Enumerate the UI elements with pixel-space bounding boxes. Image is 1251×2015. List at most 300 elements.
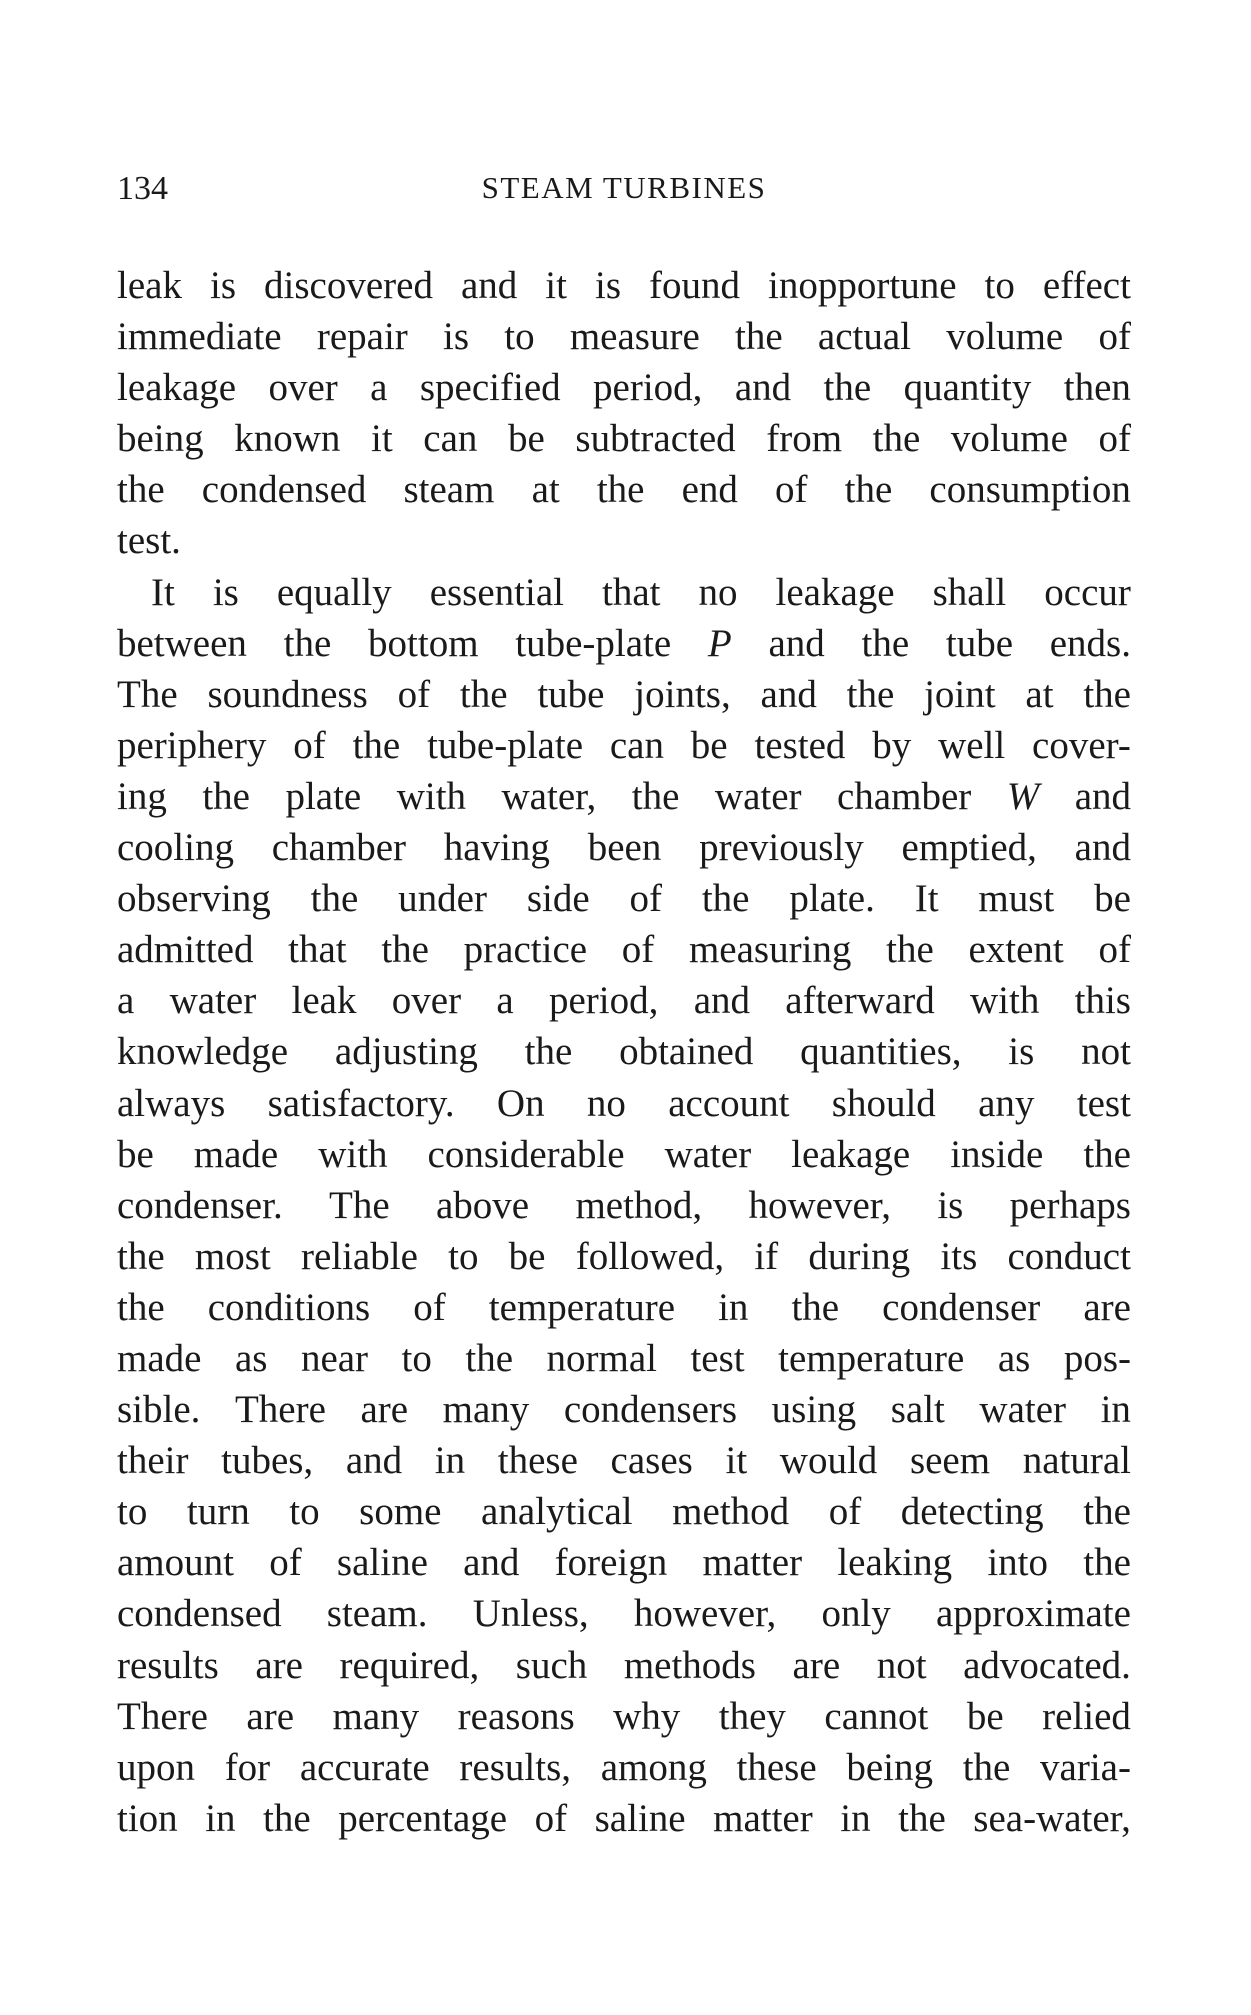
word: occur [1044,570,1131,614]
word: are [246,1694,295,1738]
text-line [117,1333,1131,1384]
word: and [1074,774,1131,818]
word: quantities, [800,1030,962,1074]
word: leak [117,264,182,307]
word: joint [924,672,996,716]
word: the [352,723,401,767]
word: leaking [837,1541,953,1585]
word: tube [537,672,605,716]
word: matter [702,1541,803,1585]
word: seem [909,1439,991,1483]
word: cover- [1032,723,1131,767]
text-line [117,1384,1131,1435]
word: knowledge [117,1030,289,1074]
word: advocated. [963,1643,1131,1687]
word: by [872,723,912,767]
word: saline [594,1796,686,1840]
word: the [898,1796,946,1840]
text-line [117,1026,1131,1077]
word: sible. [117,1388,201,1432]
word: of [629,877,662,921]
word: condensers [563,1388,738,1432]
word: tubes, [221,1439,314,1483]
word: being [846,1745,934,1789]
word: and [760,672,817,716]
word: It [914,877,939,921]
word: repair [316,315,408,359]
word: and [734,366,792,410]
word: joints, [634,672,731,716]
word: satisfactory. [267,1081,455,1125]
word: extent [968,928,1064,972]
word: method, [575,1183,703,1227]
word: to [289,1490,320,1534]
word: account [668,1081,790,1125]
word: to [984,264,1015,307]
word: be [690,723,728,767]
word: ends. [1049,621,1131,665]
word: from [766,417,843,461]
word: the [1083,672,1131,716]
word: during [808,1234,911,1278]
word: water [664,1132,752,1176]
word: then [1063,366,1131,410]
word: the [202,774,250,818]
word: methods [623,1643,756,1687]
word: with [970,979,1040,1023]
word: effect [1042,264,1131,307]
word: ing [117,774,167,818]
word: the [844,468,893,512]
word: steam [403,468,495,512]
word: always [117,1081,226,1125]
word: measuring [688,928,852,972]
text-line [117,1793,1131,1844]
word: above [436,1183,530,1227]
word: the [962,1745,1011,1789]
word: the [1083,1132,1131,1176]
word: and [1074,826,1131,870]
word: the [1083,1490,1131,1534]
word: bottom [368,621,479,665]
word: saline [336,1541,428,1585]
word: Unless, [472,1592,589,1636]
word: matter [713,1796,813,1840]
word: over [391,979,462,1023]
word: normal [546,1336,657,1380]
word: the [263,1796,311,1840]
word: tube-plate [515,621,672,665]
word: are [360,1388,409,1432]
word: these [736,1745,817,1789]
word: well [938,723,1006,767]
word: no [586,1081,626,1125]
word: being [117,417,204,461]
word: the [701,877,750,921]
word: found [649,264,741,307]
word: and [768,621,825,665]
word: their [117,1439,189,1483]
word: in [840,1796,871,1840]
word: a [117,979,135,1023]
word: of [775,468,808,512]
word: condenser [882,1285,1041,1329]
word: no [698,570,738,614]
word: perhaps [1009,1183,1131,1227]
word: is [1008,1030,1035,1074]
word: the [117,1285,165,1329]
word: considerable [427,1132,625,1176]
text-line [117,771,1131,822]
word: the [1083,1541,1131,1585]
word: if [754,1234,779,1278]
word: the [310,877,359,921]
word: It [151,570,175,614]
word: the [631,774,680,818]
body-text [117,260,1131,1844]
word: relied [1042,1694,1131,1738]
word: previously [699,826,864,870]
word: leakage [791,1132,911,1176]
word: emptied, [901,826,1037,870]
word: this [1074,979,1131,1023]
word: volume [946,315,1064,359]
word: water, [501,774,597,818]
word: leak [291,979,357,1023]
word: with [396,774,467,818]
text-line [117,822,1131,873]
word: There [117,1694,208,1738]
word: the [459,672,508,716]
word: into [987,1541,1049,1585]
word: foreign [554,1541,668,1585]
word: such [515,1643,588,1687]
word: is [209,264,236,307]
word: and [345,1439,403,1483]
word: afterward [785,979,935,1023]
word: near [300,1336,369,1380]
word: among [600,1745,707,1789]
word: the [117,468,165,512]
word: turn [186,1490,250,1534]
text-line [117,1486,1131,1537]
word: the [596,468,645,512]
word: that [288,928,347,972]
word: accurate [299,1745,430,1789]
word: water [714,774,802,818]
text-line [117,1282,1131,1333]
word: of [269,1541,302,1585]
word: to [117,1490,148,1534]
word: observing [117,877,271,921]
word: made [117,1336,202,1380]
word: plate [285,774,362,818]
word: however, [633,1592,777,1636]
word: as [234,1336,268,1380]
word: they [718,1694,786,1738]
word: chamber [836,774,972,818]
running-title: STEAM TURBINES [481,170,767,205]
word: inside [950,1132,1044,1176]
word: side [526,877,590,921]
word: however, [748,1183,891,1227]
word: reasons [457,1694,575,1738]
word: of [534,1796,568,1840]
word: be [1094,877,1131,921]
word: P [707,621,732,665]
word: known [234,417,341,461]
word: conduct [1007,1234,1131,1278]
word: any [978,1081,1035,1125]
word: of [413,1285,446,1329]
word: can [609,723,664,767]
text-line [117,975,1131,1026]
word: the [465,1336,514,1380]
word: conditions [207,1285,371,1329]
word: using [771,1388,857,1432]
word: between [117,621,247,665]
word: its [940,1234,978,1278]
word: is [443,315,470,359]
word: reliable [300,1234,418,1278]
word: are [792,1643,841,1687]
word: varia- [1040,1745,1131,1789]
text-line [117,413,1131,464]
word: the [117,1234,165,1278]
word: of [828,1490,862,1534]
word: the [823,366,872,410]
word: subtracted [575,417,736,461]
word: the [381,928,429,972]
word: end [681,468,738,512]
word: in [434,1439,466,1483]
text-line [117,1231,1131,1282]
page-header [117,170,1131,214]
text-line [117,1742,1131,1793]
word: why [613,1694,681,1738]
word: at [1025,672,1054,716]
word: adjusting [334,1030,478,1074]
word: would [779,1439,878,1483]
word: can [423,417,478,461]
word: to [504,315,535,359]
word: inopportune [768,264,957,307]
word: soundness [207,672,368,716]
word: with [318,1132,388,1176]
page-number: 134 [117,170,168,207]
text-line [117,362,1131,413]
word: followed, [575,1234,725,1278]
text-line [117,567,1131,618]
word: On [496,1081,545,1125]
word: shall [932,570,1007,614]
word: it [725,1439,748,1483]
word: test. [117,519,181,563]
word: temperature [778,1336,965,1380]
word: is [212,570,239,614]
word: test [690,1336,745,1380]
word: that [602,570,661,614]
word: the [846,672,895,716]
word: water [979,1388,1067,1432]
word: and [693,979,750,1023]
word: pos- [1063,1336,1131,1380]
word: water [169,979,257,1023]
word: amount [117,1541,234,1585]
word: method [672,1490,790,1534]
text-line [117,260,1131,311]
word: having [443,826,550,870]
word: chamber [271,826,407,870]
text-line [117,311,1131,362]
word: of [1098,315,1131,359]
word: actual [817,315,912,359]
word: the [524,1030,573,1074]
word: of [1098,417,1131,461]
word: is [937,1183,964,1227]
word: detecting [900,1490,1044,1534]
word: sea-water, [973,1796,1131,1840]
word: practice [463,928,588,972]
word: the [791,1285,840,1329]
word: periphery [117,723,267,767]
text-line [117,515,1131,566]
word: the [283,621,332,665]
text-line [117,618,1131,669]
word: plate. [789,877,875,921]
word: immediate [117,315,282,359]
word: results, [459,1745,571,1789]
word: under [398,877,487,921]
word: The [329,1183,390,1227]
word: are [1083,1285,1131,1329]
word: condenser. [117,1183,283,1227]
word: consumption [929,468,1131,512]
word: condensed [117,1592,282,1636]
word: tube-plate [427,723,584,767]
word: must [978,877,1055,921]
word: discovered [264,264,433,307]
text-line [117,1640,1131,1691]
text-line [117,1588,1131,1639]
word: over [268,366,338,410]
word: should [831,1081,936,1125]
word: the [861,621,910,665]
word: temperature [488,1285,676,1329]
word: results [117,1643,219,1687]
word: percentage [338,1796,508,1840]
word: be [117,1132,154,1176]
word: leakage [117,366,237,410]
word: it [371,417,393,461]
word: be [966,1694,1004,1738]
word: upon [117,1745,195,1789]
word: in [718,1285,749,1329]
text-line [117,1537,1131,1588]
text-line [117,1129,1131,1180]
word: at [531,468,560,512]
word: and [460,264,518,307]
word: of [397,672,431,716]
word: obtained [619,1030,754,1074]
word: approximate [936,1592,1131,1636]
text-line [117,1691,1131,1742]
word: cases [610,1439,693,1483]
word: these [497,1439,578,1483]
word: There [234,1388,326,1432]
word: salt [890,1388,945,1432]
word: of [621,928,655,972]
word: W [1006,774,1040,818]
word: analytical [481,1490,633,1534]
word: condensed [201,468,367,512]
word: test [1076,1081,1131,1125]
text-line [117,873,1131,924]
text-line [117,720,1131,771]
word: to [401,1336,432,1380]
text-line [117,464,1131,515]
word: leakage [775,570,895,614]
text-line [117,1078,1131,1129]
word: essential [429,570,564,614]
word: tion [117,1796,178,1840]
word: a [496,979,514,1023]
word: in [1100,1388,1131,1432]
text-line [117,1180,1131,1231]
word: of [293,723,326,767]
word: the [735,315,783,359]
word: it [545,264,567,307]
word: many [332,1694,420,1738]
word: and [463,1541,520,1585]
text-line [117,924,1131,975]
word: cooling [117,826,234,870]
word: a [370,366,388,410]
word: tested [754,723,846,767]
text-line [117,1435,1131,1486]
word: The [117,672,178,716]
word: quantity [903,366,1032,410]
word: for [224,1745,271,1789]
word: specified [419,366,561,410]
word: as [997,1336,1031,1380]
word: the [872,417,921,461]
word: required, [339,1643,480,1687]
word: to [448,1234,479,1278]
word: cannot [824,1694,929,1738]
word: most [194,1234,271,1278]
word: the [886,928,934,972]
word: made [193,1132,279,1176]
word: of [1098,928,1131,972]
word: be [508,1234,546,1278]
word: not [876,1643,927,1687]
word: are [255,1643,303,1687]
word: tube [945,621,1014,665]
word: natural [1022,1439,1131,1483]
word: admitted [117,928,254,972]
word: steam. [326,1592,428,1636]
word: is [594,264,621,307]
word: only [821,1592,891,1636]
word: be [508,417,545,461]
text-line [117,669,1131,720]
word: equally [276,570,392,614]
word: been [587,826,662,870]
word: in [205,1796,236,1840]
word: measure [569,315,700,359]
word: volume [950,417,1068,461]
